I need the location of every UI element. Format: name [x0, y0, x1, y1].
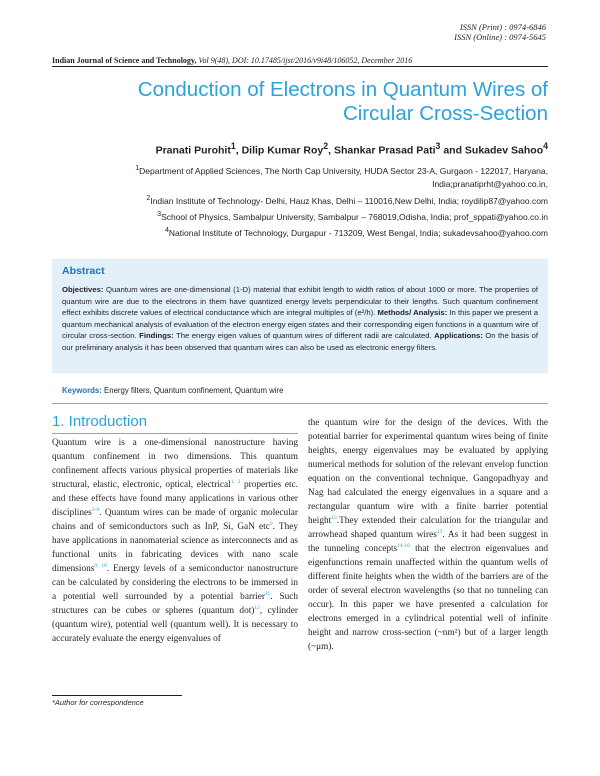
applications-text: On the basis of our preliminary analysis it has been observed that quantum wires can also be used as electronic energy filters. [62, 331, 539, 352]
objectives-label: Objectives: [62, 285, 104, 294]
author-affil-mark: 4 [543, 141, 548, 151]
section-rule [52, 433, 298, 434]
affiliations [48, 162, 548, 241]
methods-label: Methods/ Analysis: [377, 308, 448, 318]
paper-title [52, 78, 548, 126]
journal-citation [52, 56, 412, 65]
citation-ref[interactable]: 9, 10 [94, 562, 107, 569]
body-column-right: the quantum wire for the design of the devices. With the potential barrier for experimental quantum wires being of finite heights, energy eigenvalues may be evaluated by applying numerical methods for solution of the relevant envelop function equation on the conventional technique. Gangopadhyay and Nag had calculated the energy eigenvalues in a square and a rectangular quantum wire with a finite barrier potential height$^{13}$.They extended their calculation for the triangular and arrowhead shaped quantum wires$^{13}$. As it had been suggest in the tunneling concepts$^{14-16}$ that the electron eigenvalues and eigenfunctions remain unaffected within the quantum wells of different finite heights when the width of the barriers are of the order of several electron wavelengths (so that no tunneling can occur). In this paper we have presented a calculation for electrons emerged in a cylindrical potential well of infinite height and narrow cross-section (~nm²) but of a larger length (~μm). [308, 418, 548, 652]
issn-online: ISSN (Online) : 0974-5645 [454, 32, 546, 42]
citation-ref[interactable]: 14-16 [397, 542, 411, 549]
author-separator: , [328, 144, 334, 157]
author-name: Sukadev Sahoo [464, 144, 544, 157]
keywords-text: Energy filters, Quantum confinement, Quantum wire [101, 386, 284, 395]
affiliation-1-cont: India;pranatiprht@yahoo.co.in, [432, 179, 548, 190]
findings-label: Findings: [139, 331, 174, 341]
header-rule [52, 66, 548, 67]
author-separator: and [440, 144, 465, 157]
footnote-correspondence: *Author for correspondence [52, 698, 144, 707]
body-column-left: Quantum wire is a one-dimensional nanostructure having quantum confinement in two dimensions. This quantum confinement affects various physical properties of materials like structural, elastic, electronic, optical, electrical$^{1, 2}$ properties etc. and these effects have found many applications in various other disciplines$^{3-8}$. Quantum wires can be made of organic molecular chains and of semiconductors such as InP, Si, GaN etc$^9$. They have applications in nanomaterial science as interconnects and as functional units in fabricating devices with nano scale dimensions$^{9, 10}$. Energy levels of a semiconductor nanostructure can be calculated by considering the electrons to be immersed in a potential well surrounded by a potential barrier$^{11}$. Such structures can be cubes or spheres (quantum dot)$^{12}$, cylinder (quantum wire), potential well (quantum well). It is necessary to accurately evaluate the energy eigenvalues of [52, 438, 299, 644]
author-separator: , [235, 144, 242, 157]
citation-ref[interactable]: 9 [269, 520, 273, 527]
footnote-rule [52, 695, 182, 696]
keywords-rule [52, 403, 548, 404]
affiliation-3: $^3$School of Physics, Sambalpur University, Sambalpur – 768019,Odisha, India; prof_sppati@yahoo.co.in [157, 210, 548, 222]
citation-ref[interactable]: 12 [254, 604, 260, 611]
citation-ref[interactable]: 13 [436, 528, 443, 535]
methods-text: In this paper we present a quantum mechanical analysis of evaluation of the electron energy eigen states and their corresponding eigen functions in a quantum wire of circular cross-section. [62, 308, 538, 341]
issn-block [454, 22, 546, 42]
findings-text: The energy eigen values of quantum wires of different radii are calculated. [173, 331, 435, 341]
issn-print: ISSN (Print) : 0974-6846 [459, 22, 546, 32]
author-name: Pranati Purohit [155, 144, 231, 157]
author-list [156, 141, 548, 157]
author-name: Shankar Prasad Pati [333, 144, 436, 157]
applications-label: Applications: [434, 331, 483, 341]
citation-ref[interactable]: 3-8 [91, 506, 100, 513]
keywords-line [62, 386, 283, 395]
author-name: Dilip Kumar Roy [241, 144, 324, 157]
citation-ref[interactable]: 1, 2 [230, 478, 241, 485]
citation-ref[interactable]: 11 [264, 590, 271, 597]
affiliation-2: $^2$Indian Institute of Technology- Delhi, Hauz Khas, Delhi – 110016,New Delhi, India; roydilip87@yahoo.com [146, 193, 548, 206]
author-affil-mark: 2 [323, 141, 329, 151]
affiliation-4: $^4$National Institute of Technology, Durgapur - 713209, West Bengal, India; sukadevsahoo@yahoo.com [164, 226, 548, 239]
affiliation-1: $^1$Department of Applied Sciences, The North Cap University, HUDA Sector 23-A, Gurgaon - 122017, Haryana, [135, 164, 548, 176]
journal-name: Indian Journal of Science and Technology, [52, 56, 197, 65]
section-heading-introduction: 1. Introduction [52, 413, 148, 430]
author-affil-mark: 1 [230, 141, 236, 151]
keywords-label: Keywords: [62, 386, 102, 395]
abstract-heading: Abstract [62, 265, 105, 277]
title-line-2: Circular Cross-Section [342, 102, 548, 125]
objectives-text: Quantum wires are one-dimensional (1-D) material that exhibit length to width ratios of about 1000 or more. The properties of quantum wire are due to the electrons in them have quantized energy levels perpendicular to their lengths. Such quantum confinement effect exhibits discrete values of electrical conductance which are integral multiples of (e²/h). [62, 285, 538, 318]
journal-details: Vol 9(48), DOI: 10.17485/ijst/2016/v9i48/106052, December 2016 [196, 56, 413, 65]
title-line-1: Conduction of Electrons in Quantum Wires of [137, 78, 548, 101]
author-affil-mark: 3 [435, 141, 441, 151]
abstract-body [62, 284, 538, 354]
citation-ref[interactable]: 13 [331, 514, 337, 521]
